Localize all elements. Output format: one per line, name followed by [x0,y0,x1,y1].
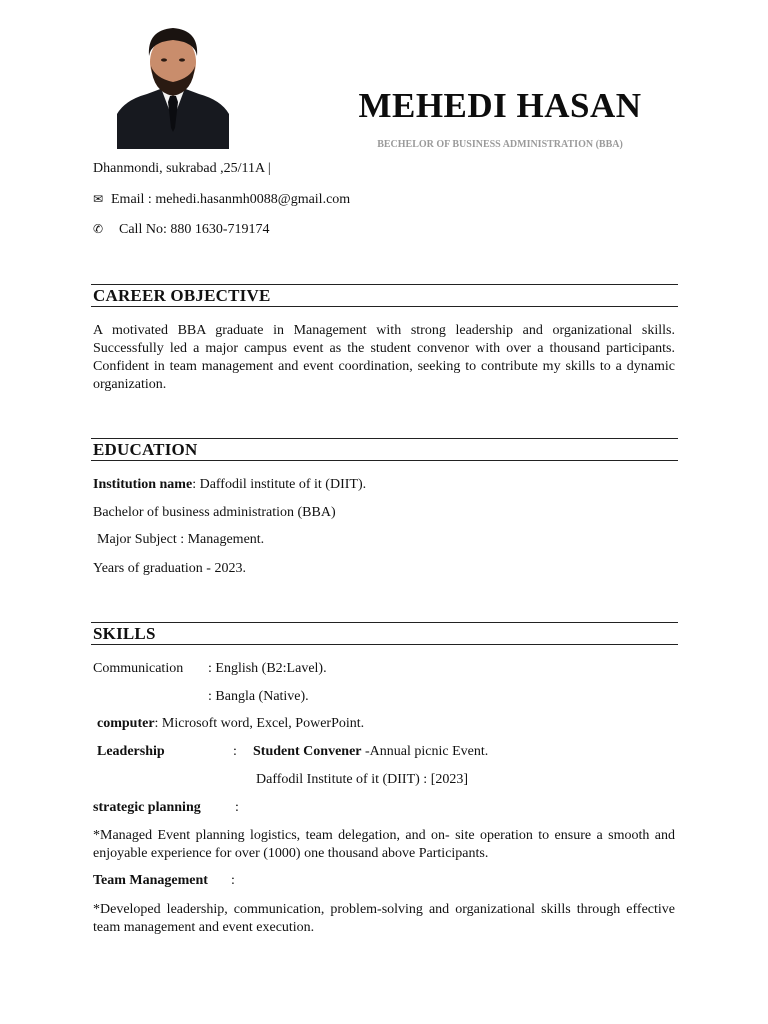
education-title: EDUCATION [93,440,198,459]
leadership-place: Daffodil Institute of it (DIIT) : [2023] [256,772,469,787]
graduation-line: Years of graduation - 2023. [93,561,246,576]
strategic-text: *Managed Event planning logistics, team delegation, and on- site operation to ensure a smooth and enjoyable experience for over (1000) one thousand above Participants. [93,828,675,861]
profile-photo-illustration [117,22,229,149]
candidate-name: MEHEDI HASAN [358,86,642,125]
address-text: Dhanmondi, sukrabad ,25/11A | [93,161,271,176]
team-label-text: Team Management [93,873,208,888]
phone-line [93,222,270,238]
strategic-colon: : [235,800,239,815]
computer-label: computer [97,716,155,731]
degree-line: Bachelor of business administration (BBA) [93,505,336,520]
team-label [93,873,208,889]
envelope-icon: ✉ [93,192,104,206]
leadership-role: Student Convener [253,744,362,759]
address-line [93,161,271,177]
education-heading [91,438,678,461]
computer-value: : Microsoft word, Excel, PowerPoint. [154,716,365,731]
strategic-label-text: strategic planning [93,800,201,815]
leadership-label-text: Leadership [97,744,165,759]
email-text[interactable]: Email : mehedi.hasanmh0088@gmail.com [111,192,351,207]
communication-label: Communication [93,661,184,676]
career-objective-title: CAREER OBJECTIVE [93,286,271,305]
leadership-role-line [253,744,488,760]
profile-photo [117,22,229,149]
phone-icon: ✆ [93,222,104,236]
career-objective-text: A motivated BBA graduate in Management with strong leadership and organizational skills. Successfully led a major campus event as the student convenor with over a thousand participants. Confident in team management and event coordination, seeking to contribute my skills to a dynamic organization. [93,323,675,392]
institution-line [93,477,366,493]
communication-bangla: : Bangla (Native). [208,689,309,704]
email-line [93,192,350,208]
institution-value: : Daffodil institute of it (DIIT). [192,477,367,492]
computer-line [97,716,364,732]
team-colon: : [231,873,235,888]
skills-title: SKILLS [93,624,156,643]
strategic-label [93,800,201,816]
skills-heading [91,622,678,645]
communication-english: : English (B2:Lavel). [208,661,327,676]
leadership-event: -Annual picnic Event. [361,744,489,759]
leadership-label [97,744,165,760]
phone-text[interactable]: Call No: 880 1630-719174 [119,222,270,237]
candidate-degree: BECHELOR OF BUSINESS ADMINISTRATION (BBA) [377,139,623,150]
institution-label: Institution name [93,477,193,492]
major-line: Major Subject : Management. [97,532,265,547]
leadership-colon: : [233,744,237,759]
career-objective-heading [91,284,678,307]
team-text: *Developed leadership, communication, problem-solving and organizational skills through effective team management and event execution. [93,902,675,935]
